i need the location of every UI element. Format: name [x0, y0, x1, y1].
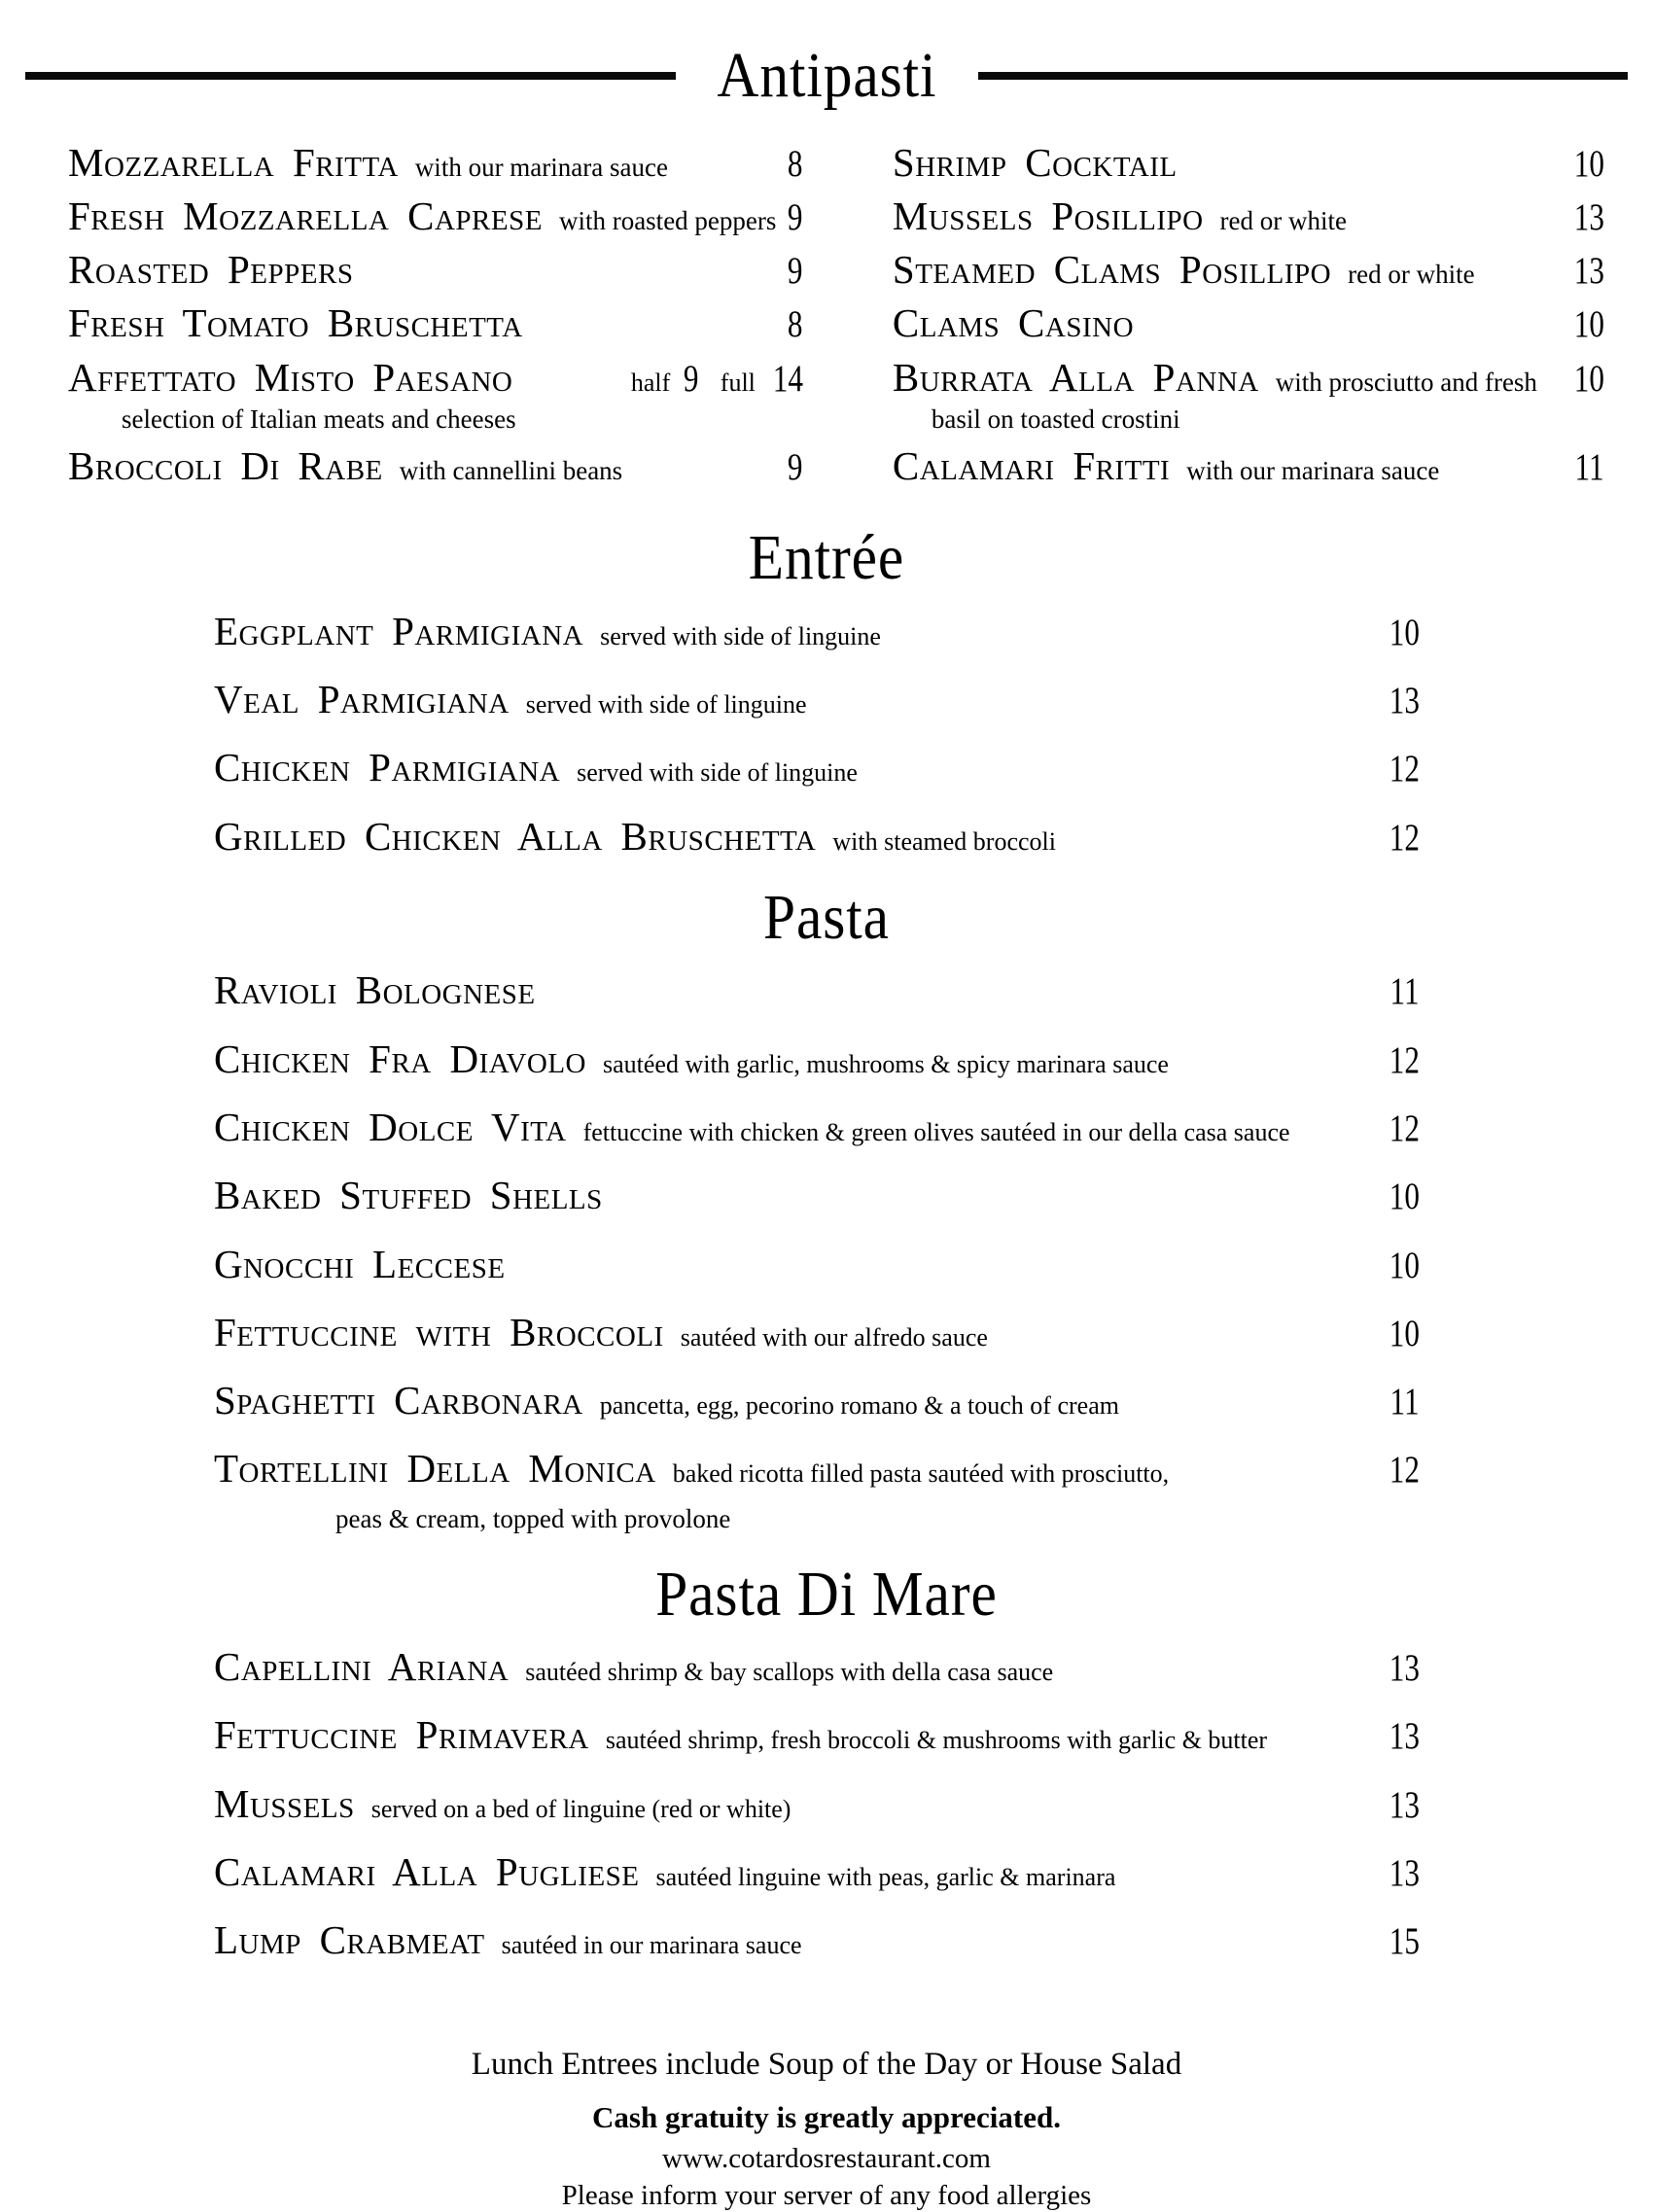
item-desc: served with side of linguine: [577, 758, 858, 788]
item-name: Lump Crabmeat: [214, 1917, 485, 1963]
section-entree: [214, 610, 1420, 858]
item-price: 13: [1389, 1851, 1420, 1894]
item-name: Fettuccine Primavera: [214, 1712, 589, 1758]
footer-website: www.cotardosrestaurant.com: [662, 2143, 991, 2175]
menu-item: [214, 1850, 1420, 1893]
section-pasta: [214, 968, 1420, 1533]
section-title-antipasti: Antipasti: [717, 40, 936, 111]
item-price: 12: [1389, 1106, 1420, 1149]
item-name: Roasted Peppers: [68, 247, 354, 293]
menu-item: [893, 301, 1604, 344]
item-price: 9: [788, 250, 803, 293]
section-title-pasta: Pasta: [763, 881, 890, 953]
item-name: Shrimp Cocktail: [892, 139, 1178, 185]
item-name: Tortellini Della Monica: [214, 1446, 656, 1492]
item-price: 12: [1389, 1449, 1420, 1492]
item-price: 12: [1389, 748, 1420, 790]
item-name: Baked Stuffed Shells: [214, 1173, 603, 1218]
header-rule-left: [25, 72, 676, 80]
item-name: Capellini Ariana: [214, 1644, 510, 1690]
item-price: 13: [1389, 1647, 1420, 1690]
item-price: 13: [1389, 680, 1420, 722]
antipasti-header: [25, 41, 1628, 112]
item-desc: baked ricotta filled pasta sautéed with prosciutto,: [672, 1459, 1170, 1489]
item-name: Steamed Clams Posillipo: [892, 247, 1332, 293]
footer-gratuity-note: Cash gratuity is greatly appreciated.: [592, 2100, 1061, 2135]
item-name: Calamari Fritti: [892, 442, 1171, 488]
menu-footer: [0, 2047, 1653, 2212]
menu-item: [68, 301, 803, 344]
full-portion-label: full: [720, 368, 756, 397]
menu-item: [68, 248, 803, 291]
section-pasta-di-mare: [214, 1645, 1420, 1961]
menu-item: [214, 1713, 1420, 1756]
item-desc: with roasted peppers: [558, 205, 777, 235]
item-desc: with our marinara sauce: [1186, 455, 1440, 485]
menu-item: [214, 968, 1420, 1011]
item-desc: served with side of linguine: [525, 690, 807, 720]
item-name: Broccoli Di Rabe: [68, 442, 383, 488]
item-price: 11: [1389, 1381, 1420, 1423]
half-portion-label: half: [630, 368, 671, 397]
menu-item: [214, 1645, 1420, 1688]
antipasti-column-left: [68, 141, 803, 499]
item-desc: sautéed in our marinara sauce: [501, 1931, 802, 1960]
item-desc: with cannellini beans: [399, 455, 623, 485]
menu-item: [68, 356, 803, 399]
item-price: 15: [1389, 1920, 1420, 1963]
item-price: 13: [1389, 1783, 1420, 1826]
menu-item: [893, 444, 1604, 487]
menu-item: [893, 248, 1604, 291]
item-name: Chicken Parmigiana: [214, 745, 561, 790]
menu-item: [214, 1243, 1420, 1285]
item-name: Clams Casino: [892, 300, 1135, 346]
item-desc: with our marinara sauce: [414, 152, 668, 182]
item-name: Burrata Alla Panna: [892, 354, 1259, 400]
item-name: Fettuccine with Broccoli: [214, 1309, 664, 1354]
item-price: 13: [1573, 195, 1604, 238]
item-desc: red or white: [1219, 205, 1347, 235]
menu-item: [214, 815, 1420, 858]
item-desc: red or white: [1348, 260, 1475, 290]
menu-item: [214, 1782, 1420, 1825]
item-desc: sautéed with our alfredo sauce: [680, 1322, 988, 1352]
item-price: 13: [1389, 1715, 1420, 1758]
menu-item: [893, 194, 1604, 237]
item-desc: served with side of linguine: [600, 621, 881, 650]
footer-allergy-note: Please inform your server of any food allergies: [561, 2180, 1092, 2212]
menu-item: [214, 1311, 1420, 1353]
item-sub-desc: basil on toasted crostini: [931, 404, 1180, 434]
item-price: 9: [788, 445, 803, 488]
header-rule-right: [978, 72, 1629, 80]
item-desc: fettuccine with chicken & green olives sautéed in our della casa sauce: [582, 1117, 1290, 1146]
item-name: Eggplant Parmigiana: [214, 608, 584, 653]
menu-item: [214, 746, 1420, 789]
item-desc: pancetta, egg, pecorino romano & a touch of cream: [599, 1391, 1119, 1421]
item-price: 8: [788, 142, 803, 185]
item-price: 11: [1389, 970, 1420, 1013]
item-name: Affettato Misto Paesano: [68, 354, 513, 400]
item-sub-desc: peas & cream, topped with provolone: [335, 1503, 731, 1533]
item-desc: sautéed linguine with peas, garlic & marinara: [655, 1862, 1116, 1891]
menu-item: [893, 356, 1604, 399]
section-title-entree: Entrée: [748, 522, 905, 594]
item-price: 12: [1389, 1038, 1420, 1081]
half-portion-price: 9: [684, 357, 699, 400]
item-price: 10: [1573, 303, 1604, 346]
item-price: 10: [1389, 1176, 1420, 1218]
section-antipasti: [68, 141, 1604, 499]
item-price: 13: [1573, 250, 1604, 293]
item-name: Mussels Posillipo: [892, 193, 1204, 238]
menu-item: [214, 610, 1420, 652]
menu-item: [214, 1379, 1420, 1422]
full-portion-price: 14: [772, 357, 803, 400]
item-desc: with steamed broccoli: [832, 826, 1056, 856]
item-name: Gnocchi Leccese: [214, 1241, 506, 1286]
item-name: Chicken Dolce Vita: [214, 1104, 567, 1149]
menu-item: [214, 1447, 1420, 1490]
item-desc: sautéed shrimp & bay scallops with della casa sauce: [525, 1658, 1054, 1687]
item-name: Fresh Tomato Bruschetta: [68, 300, 523, 346]
item-name: Ravioli Bolognese: [214, 967, 536, 1013]
menu-item: [68, 141, 803, 184]
menu-item: [214, 1174, 1420, 1216]
menu-item: [214, 1037, 1420, 1080]
menu-item: [68, 194, 803, 237]
menu-item: [214, 1918, 1420, 1961]
item-price: 10: [1573, 357, 1604, 400]
item-price: 9: [788, 195, 803, 238]
item-name: Fresh Mozzarella Caprese: [68, 193, 543, 238]
item-name: Veal Parmigiana: [214, 677, 510, 722]
item-price: 12: [1389, 816, 1420, 859]
item-name: Chicken Fra Diavolo: [214, 1036, 586, 1081]
item-price: 10: [1389, 611, 1420, 653]
item-sub-desc: selection of Italian meats and cheeses: [122, 404, 516, 434]
item-price: 11: [1574, 445, 1604, 488]
item-price: 10: [1389, 1312, 1420, 1354]
item-name: Spaghetti Carbonara: [214, 1378, 583, 1423]
item-desc: served on a bed of linguine (red or white): [370, 1794, 791, 1823]
item-name: Mussels: [214, 1780, 355, 1826]
footer-note: Lunch Entrees include Soup of the Day or House Salad: [471, 2047, 1182, 2083]
item-price: 8: [788, 303, 803, 346]
item-desc: with prosciutto and fresh: [1275, 367, 1537, 397]
item-name: Calamari Alla Pugliese: [214, 1848, 640, 1894]
item-name: Mozzarella Fritta: [68, 139, 399, 185]
menu-item: [68, 444, 803, 487]
menu-item: [214, 1106, 1420, 1148]
item-price: 10: [1389, 1244, 1420, 1286]
section-title-pasta-di-mare: Pasta Di Mare: [655, 1558, 998, 1630]
antipasti-column-right: [893, 141, 1604, 499]
menu-item: [214, 678, 1420, 720]
menu-item: [893, 141, 1604, 184]
item-desc: sautéed with garlic, mushrooms & spicy marinara sauce: [603, 1049, 1169, 1078]
item-desc: sautéed shrimp, fresh broccoli & mushrooms with garlic & butter: [605, 1726, 1268, 1755]
item-name: Grilled Chicken Alla Bruschetta: [214, 813, 817, 859]
item-price: 10: [1573, 142, 1604, 185]
